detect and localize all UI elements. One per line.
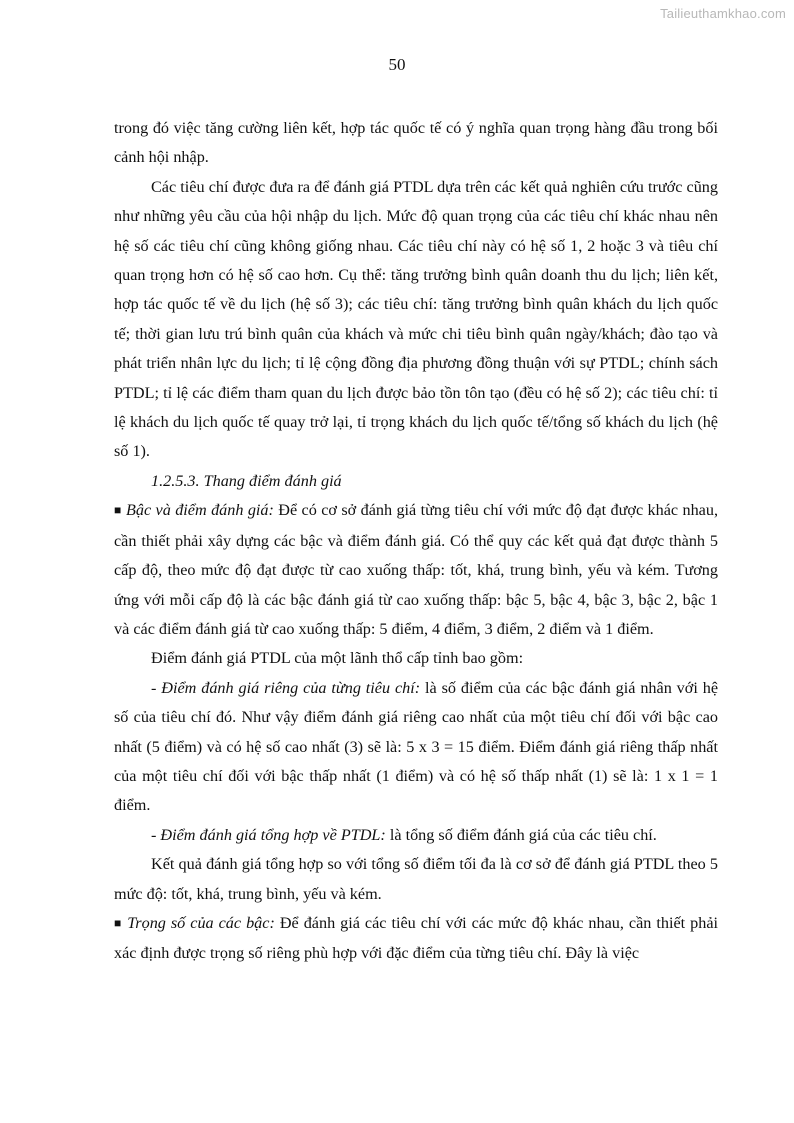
paragraph-8-text: Để đánh giá các tiêu chí với các mức độ khác nhau, cần thiết phải xác định được trọng số riêng phù hợp với đặc điểm của từng tiêu chí. Đây là việc [114, 913, 719, 963]
bullet-square-icon: ■ [114, 503, 122, 518]
page-body [114, 114, 718, 969]
paragraph-6-text: là tổng số điểm đánh giá của các tiêu chí. [385, 825, 657, 844]
paragraph-5-text: là số điểm của các bậc đánh giá nhân với hệ số của tiêu chí đó. Như vậy điểm đánh giá riêng cao nhất của một tiêu chí đối với bậc cao nhất (5 điểm) và có hệ số cao nhất (3) sẽ là: 5 x 3 = 15 điểm. Điểm đánh giá riêng thấp nhất của một tiêu chí đối với bậc thấp nhất (1 điểm) và có hệ số thấp nhất (1) sẽ là: 1 x 1 = 1 điểm. [114, 678, 718, 815]
page-number: 50 [388, 55, 406, 74]
paragraph-2: Các tiêu chí được đưa ra để đánh giá PTDL dựa trên các kết quả nghiên cứu trước cũng như những yêu cầu của hội nhập du lịch. Mức độ quan trọng của các tiêu chí khác nhau nên hệ số các tiêu chí cũng không giống nhau. Các tiêu chí này có hệ số 1, 2 hoặc 3 và tiêu chí quan trọng hơn có hệ số cao hơn. Cụ thể: tăng trưởng bình quân doanh thu du lịch; liên kết, hợp tác quốc tế về du lịch (hệ số 3); các tiêu chí: tăng trưởng bình quân khách du lịch quốc tế; thời gian lưu trú bình quân của khách và mức chi tiêu bình quân ngày/khách; đào tạo và phát triển nhân lực du lịch; tỉ lệ cộng đồng địa phương đồng thuận với sự PTDL; chính sách PTDL; tỉ lệ các điểm tham quan du lịch được bảo tồn tôn tạo (đều có hệ số 2); các tiêu chí: tỉ lệ khách du lịch quốc tế quay trở lại, tỉ trọng khách du lịch quốc tế/tổng số khách du lịch (hệ số 1). [114, 177, 718, 461]
paragraph-6-label: - Điểm đánh giá tổng hợp về PTDL: [151, 825, 386, 844]
paragraph-8 [114, 909, 718, 969]
paragraph-3 [114, 496, 718, 644]
paragraph-3-text: Để có cơ sở đánh giá từng tiêu chí với mức độ đạt được khác nhau, cần thiết phải xây dựng các bậc và điểm đánh giá. Có thể quy các kết quả đạt được thành 5 cấp độ, theo mức độ đạt được từ cao xuống thấp: tốt, khá, trung bình, yếu và kém. Tương ứng với mỗi cấp độ là các bậc đánh giá từ cao xuống thấp: bậc 5, bậc 4, bậc 3, bậc 2, bậc 1 và các điểm đánh giá từ cao xuống thấp: 5 điểm, 4 điểm, 3 điểm, 2 điểm và 1 điểm. [114, 501, 718, 638]
paragraph-5-label: - Điểm đánh giá riêng của từng tiêu chí: [151, 678, 421, 697]
paragraph-8-label: Trọng số của các bậc: [127, 913, 275, 932]
bullet-square-icon: ■ [114, 915, 123, 930]
paragraph-4: Điểm đánh giá PTDL của một lãnh thổ cấp tỉnh bao gồm: [151, 649, 524, 668]
paragraph-5 [114, 674, 718, 821]
paragraph-7: Kết quả đánh giá tổng hợp so với tổng số điểm tối đa là cơ sở để đánh giá PTDL theo 5 mức độ: tốt, khá, trung bình, yếu và kém. [114, 855, 718, 903]
watermark: Tailieuthamkhao.com [660, 6, 786, 21]
paragraph-6 [114, 821, 718, 850]
paragraph-1: trong đó việc tăng cường liên kết, hợp tác quốc tế có ý nghĩa quan trọng hàng đầu trong bối cảnh hội nhập. [114, 119, 718, 167]
paragraph-3-label: Bậc và điểm đánh giá: [125, 501, 274, 520]
section-heading: 1.2.5.3. Thang điểm đánh giá [151, 471, 342, 490]
